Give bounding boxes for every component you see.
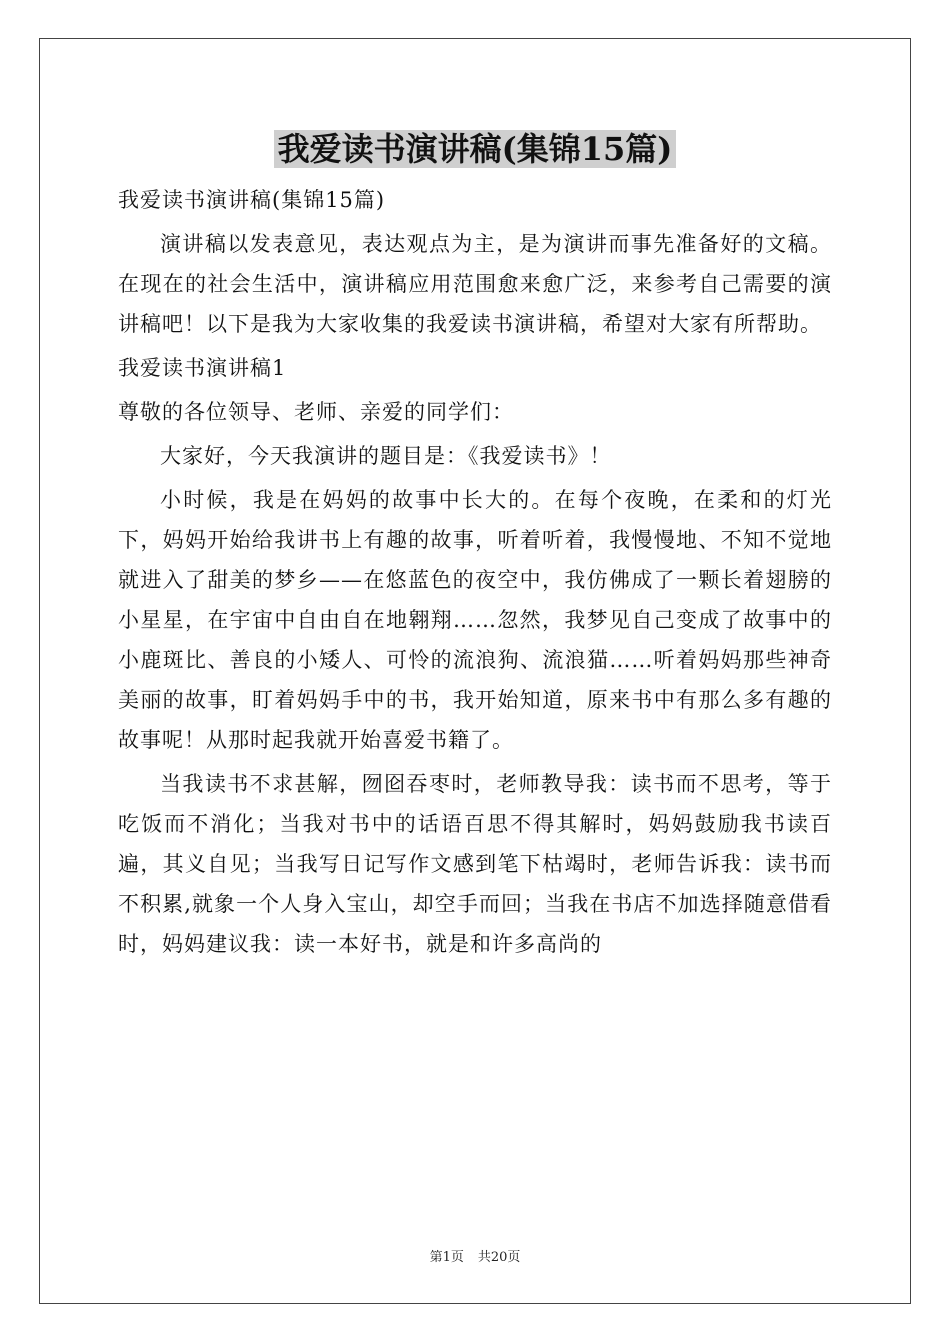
paragraph: 小时候，我是在妈妈的故事中长大的。在每个夜晚，在柔和的灯光下，妈妈开始给我讲书上有趣的故事，听着听着，我慢慢地、不知不觉地就进入了甜美的梦乡——在悠蓝色的夜空中，我仿佛成了一颗长着翅膀的小星星，在宇宙中自由自在地翱翔……忽然，我梦见自己变成了故事中的小鹿斑比、善良的小矮人、可怜的流浪狗、流浪猫……听着妈妈那些神奇美丽的故事，盯着妈妈手中的书，我开始知道，原来书中有那么多有趣的故事呢！从那时起我就开始喜爱书籍了。 [118,488,832,752]
document-body [118,180,832,968]
paragraph: 我爱读书演讲稿(集锦15篇) [118,188,386,212]
document-title [0,126,950,172]
section-heading: 我爱读书演讲稿1 [118,356,287,380]
paragraph: 当我读书不求甚解，囫囵吞枣时，老师教导我：读书而不思考，等于吃饭而不消化；当我对书中的话语百思不得其解时，妈妈鼓励我书读百遍，其义自见；当我写日记写作文感到笔下枯竭时，老师告诉我：读书而不积累,就象一个人身入宝山，却空手而回；当我在书店不加选择随意借看时，妈妈建议我：读一本好书，就是和许多高尚的 [118,772,832,956]
paragraph: 尊敬的各位领导、老师、亲爱的同学们： [118,400,514,424]
page-number: 第1页 [429,1250,464,1265]
paragraph: 演讲稿以发表意见，表达观点为主，是为演讲而事先准备好的文稿。在现在的社会生活中，演讲稿应用范围愈来愈广泛，来参考自己需要的演讲稿吧！以下是我为大家收集的我爱读书演讲稿，希望对大家有所帮助。 [118,232,832,336]
page-total: 共20页 [477,1250,521,1265]
document-title-text: 我爱读书演讲稿(集锦15篇) [274,130,677,168]
paragraph: 大家好，今天我演讲的题目是：《我爱读书》！ [160,444,612,468]
page-footer [0,1246,950,1265]
